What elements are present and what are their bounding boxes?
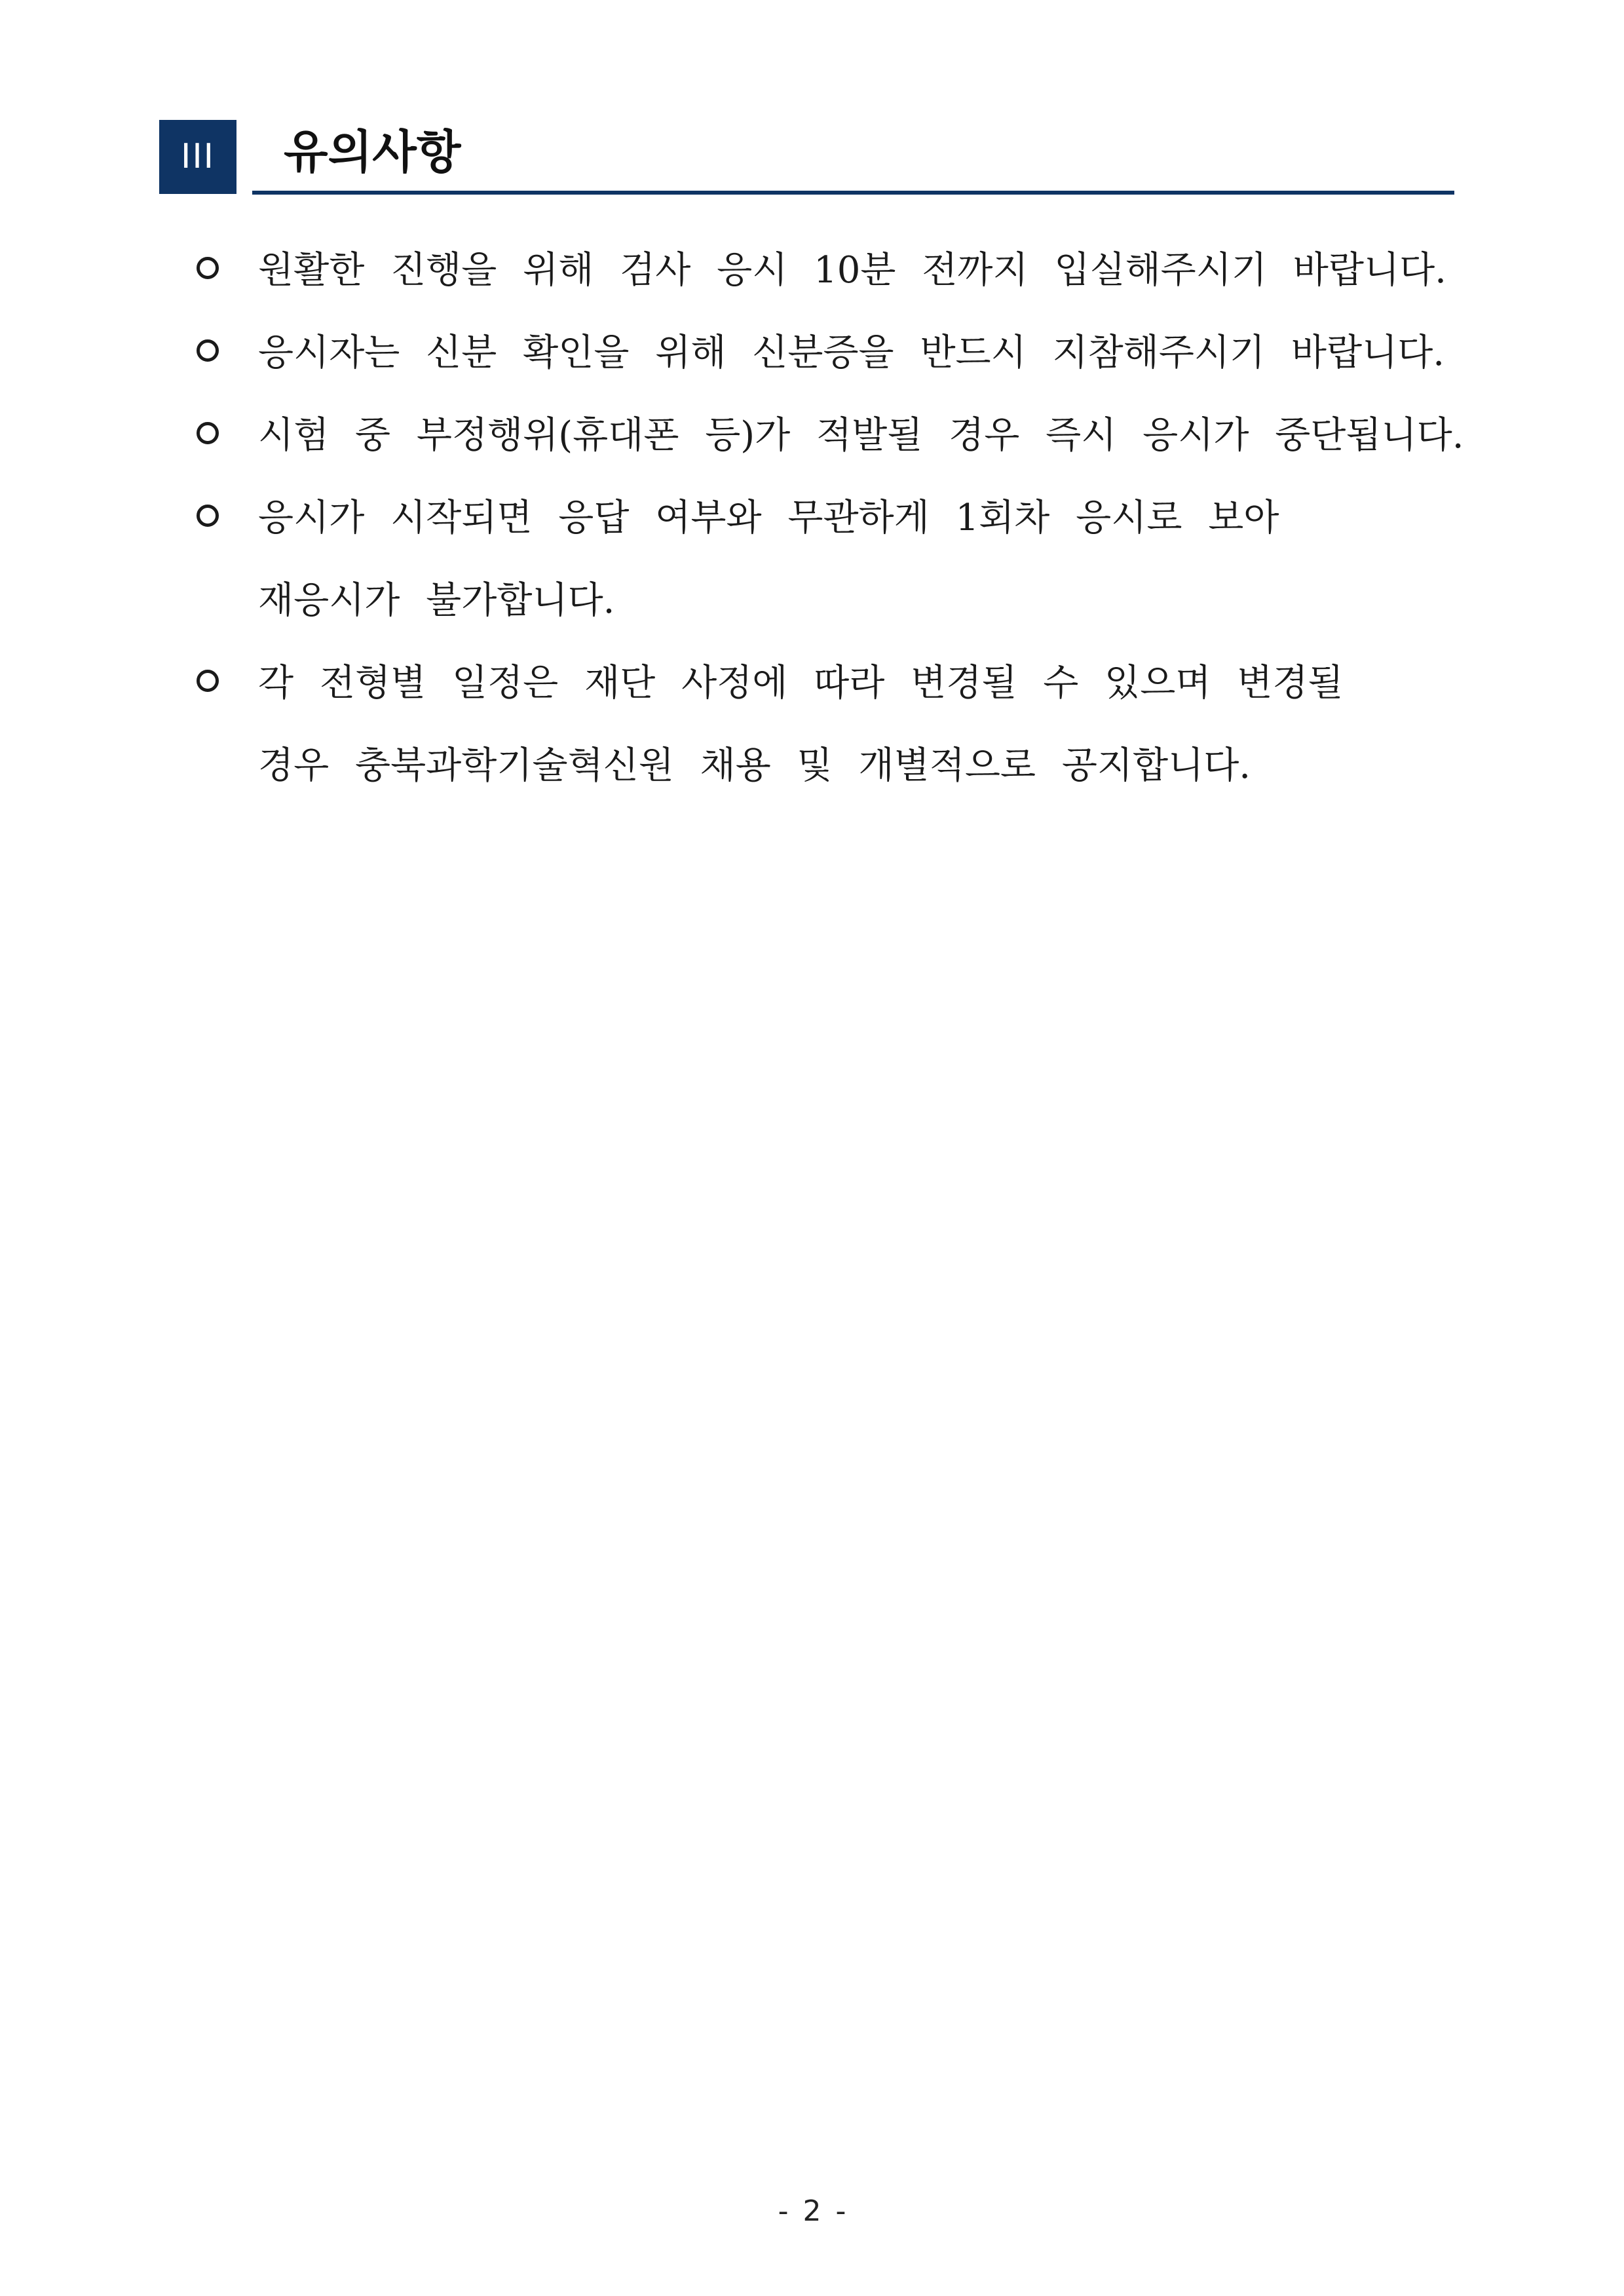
section-header: [159, 120, 1454, 195]
circle-bullet-icon: [197, 257, 219, 279]
section-underline: [252, 191, 1454, 195]
notice-item: [197, 394, 1481, 477]
notice-text: 응시자는 신분 확인을 위해 신분증을 반드시 지참해주시기 바랍니다.: [258, 332, 1445, 374]
page-number: - 2 -: [778, 2194, 846, 2228]
notice-text-continuation: 경우 충북과학기술혁신원 채용 및 개별적으로 공지합니다.: [258, 744, 1251, 787]
section-number-badge: III: [159, 120, 236, 194]
notice-list: [197, 229, 1481, 807]
section-title: 유의사항: [284, 125, 461, 179]
notice-text-continuation: 재응시가 불가합니다.: [258, 579, 615, 622]
notice-item: [197, 229, 1481, 312]
notice-text: 시험 중 부정행위(휴대폰 등)가 적발될 경우 즉시 응시가 중단됩니다.: [258, 414, 1464, 457]
notice-item: [197, 642, 1481, 807]
notice-item: [197, 312, 1481, 394]
circle-bullet-icon: [197, 505, 219, 527]
notice-text: 각 전형별 일정은 재단 사정에 따라 변경될 수 있으며 변경될: [258, 662, 1344, 704]
notice-item: [197, 477, 1481, 642]
circle-bullet-icon: [197, 422, 219, 444]
circle-bullet-icon: [197, 339, 219, 362]
circle-bullet-icon: [197, 670, 219, 692]
notice-text: 원활한 진행을 위해 검사 응시 10분 전까지 입실해주시기 바랍니다.: [258, 249, 1446, 292]
notice-text: 응시가 시작되면 응답 여부와 무관하게 1회차 응시로 보아: [258, 497, 1279, 539]
